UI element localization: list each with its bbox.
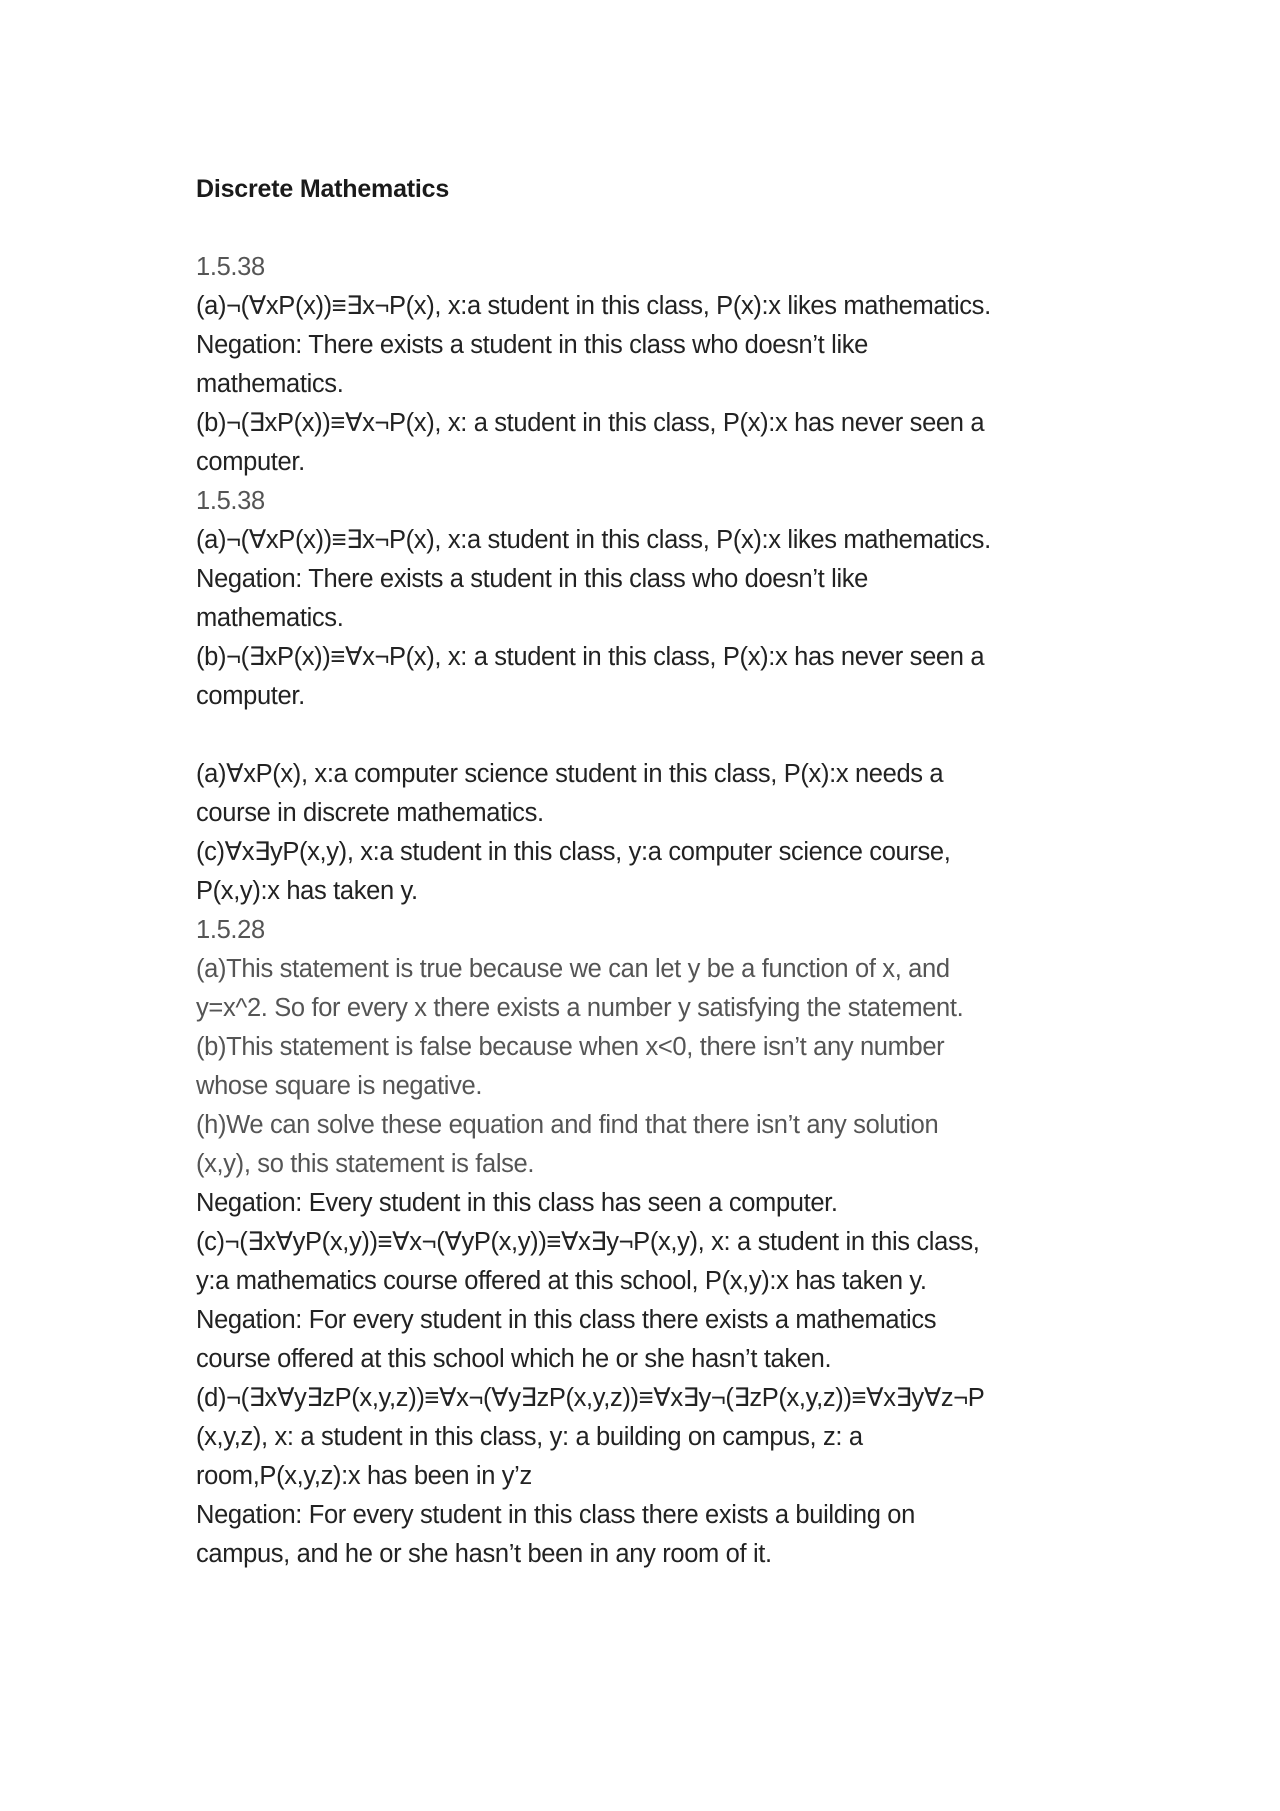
text-line: Negation: Every student in this class has seen a computer. (196, 1189, 838, 1217)
document-lines (196, 248, 1096, 1574)
blank-line (196, 716, 1096, 755)
document-body (196, 170, 1096, 1574)
text-line: 1.5.38 (196, 253, 265, 281)
text-line: y:a mathematics course offered at this school, P(x,y):x has taken y. (196, 1267, 927, 1295)
text-line: (d)¬(∃x∀y∃zP(x,y,z))≡∀x¬(∀y∃zP(x,y,z))≡∀x∃y¬(∃zP(x,y,z))≡∀x∃y∀z¬P (196, 1384, 985, 1412)
text-line: Negation: There exists a student in this class who doesn’t like (196, 565, 869, 593)
text-line: (b)¬(∃xP(x))≡∀x¬P(x), x: a student in this class, P(x):x has never seen a (196, 409, 985, 437)
text-line: (a)¬(∀xP(x))≡∃x¬P(x), x:a student in this class, P(x):x likes mathematics. (196, 292, 991, 320)
text-line: 1.5.38 (196, 487, 265, 515)
text-line: course in discrete mathematics. (196, 799, 544, 827)
text-line: mathematics. (196, 370, 344, 398)
text-line: mathematics. (196, 604, 344, 632)
text-line: P(x,y):x has taken y. (196, 877, 418, 905)
text-line: (a)∀xP(x), x:a computer science student in this class, P(x):x needs a (196, 760, 944, 788)
text-line: 1.5.28 (196, 916, 265, 944)
text-line: (a)¬(∀xP(x))≡∃x¬P(x), x:a student in this class, P(x):x likes mathematics. (196, 526, 991, 554)
text-line: computer. (196, 448, 305, 476)
text-line: (c)¬(∃x∀yP(x,y))≡∀x¬(∀yP(x,y))≡∀x∃y¬P(x,y), x: a student in this class, (196, 1228, 980, 1256)
text-line: Negation: For every student in this class there exists a building on (196, 1501, 915, 1529)
text-line: (x,y), so this statement is false. (196, 1150, 535, 1178)
text-line: (b)This statement is false because when x<0, there isn’t any number (196, 1033, 945, 1061)
text-line: (a)This statement is true because we can let y be a function of x, and (196, 955, 950, 983)
text-line: room,P(x,y,z):x has been in y’z (196, 1462, 532, 1490)
text-line: course offered at this school which he or she hasn’t taken. (196, 1345, 832, 1373)
text-line: computer. (196, 682, 305, 710)
text-line: Negation: For every student in this class there exists a mathematics (196, 1306, 937, 1334)
text-line: (b)¬(∃xP(x))≡∀x¬P(x), x: a student in this class, P(x):x has never seen a (196, 643, 985, 671)
text-line: whose square is negative. (196, 1072, 483, 1100)
text-line: (x,y,z), x: a student in this class, y: a building on campus, z: a (196, 1423, 863, 1451)
text-line: y=x^2. So for every x there exists a number y satisfying the statement. (196, 994, 964, 1022)
text-line: Negation: There exists a student in this class who doesn’t like (196, 331, 869, 359)
text-line: (c)∀x∃yP(x,y), x:a student in this class, y:a computer science course, (196, 838, 951, 866)
text-line: campus, and he or she hasn’t been in any room of it. (196, 1540, 772, 1568)
text-line: (h)We can solve these equation and find that there isn’t any solution (196, 1111, 939, 1139)
document-title: Discrete Mathematics (196, 175, 450, 203)
